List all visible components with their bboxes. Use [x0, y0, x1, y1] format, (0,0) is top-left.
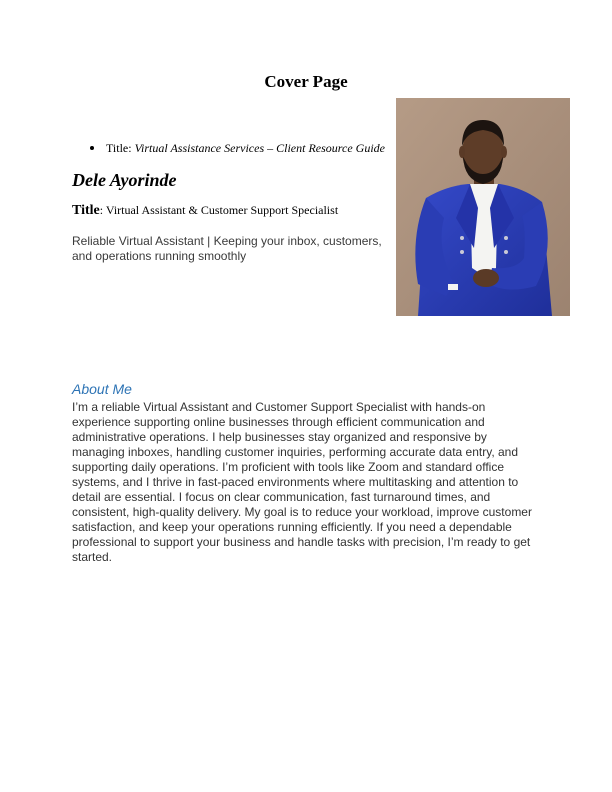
- about-heading: About Me: [72, 381, 132, 397]
- role-label: Title: [72, 203, 100, 218]
- guide-title-value: Virtual Assistance Services – Client Resource Guide: [134, 141, 385, 155]
- role-separator: :: [99, 203, 106, 217]
- person-name: Dele Ayorinde: [72, 170, 177, 190]
- guide-title-label: Title:: [106, 141, 135, 155]
- profile-photo: [396, 98, 570, 316]
- role-value: Virtual Assistant & Customer Support Specialist: [105, 203, 339, 217]
- tagline: Reliable Virtual Assistant | Keeping your inbox, customers, and operations running smoothly: [72, 234, 382, 263]
- page-title: Cover Page: [264, 72, 348, 91]
- profile-photo-illustration: [396, 98, 570, 316]
- about-body: I’m a reliable Virtual Assistant and Customer Support Specialist with hands-on experience supporting online businesses through efficient communication and administrative operations. I help businesses stay organized and responsive by managing inboxes, handling customer inquiries, performing accurate data entry, and supporting daily operations. I’m proficient with tools like Zoom and standard office systems, and I thrive in fast-paced environments where multitasking and attention to detail are essential. I focus on clear communication, fast turnaround times, and consistent, high-quality delivery. My goal is to reduce your workload, improve customer satisfaction, and keep your operations running efficiently. If you need a dependable professional to support your business and handle tasks with precision, I’m ready to get started.: [72, 400, 532, 564]
- bullet-icon: [90, 146, 94, 150]
- guide-title-bullet: [90, 141, 385, 156]
- role-line: [72, 203, 338, 219]
